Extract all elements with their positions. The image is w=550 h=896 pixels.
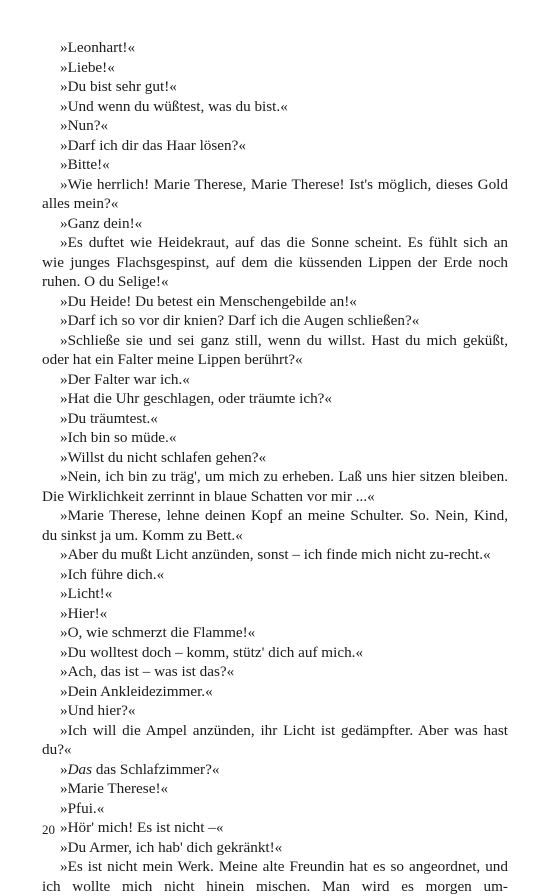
dialogue-paragraph — [42, 389, 508, 409]
dialogue-paragraph — [42, 214, 508, 234]
text-run: »Aber du mußt Licht anzünden, sonst – ich finde mich nicht zu-recht.« — [60, 546, 491, 563]
dialogue-paragraph — [42, 701, 508, 721]
text-run: »Dein Ankleidezimmer.« — [60, 682, 213, 700]
dialogue-paragraph — [42, 467, 508, 506]
dialogue-paragraph — [42, 136, 508, 156]
dialogue-paragraph — [42, 682, 508, 702]
dialogue-paragraph — [42, 818, 508, 838]
dialogue-paragraph — [42, 779, 508, 799]
text-run: »Liebe!« — [60, 58, 115, 76]
dialogue-paragraph — [42, 331, 508, 370]
dialogue-paragraph — [42, 97, 508, 117]
text-run: »Und hier?« — [60, 702, 136, 719]
dialogue-paragraph — [42, 506, 508, 545]
dialogue-paragraph — [42, 409, 508, 429]
dialogue-paragraph — [42, 643, 508, 663]
dialogue-paragraph — [42, 116, 508, 136]
text-run: das Schlafzimmer?« — [92, 760, 220, 778]
dialogue-paragraph — [42, 175, 508, 214]
text-run: »Willst du nicht schlafen gehen?« — [60, 448, 267, 466]
dialogue-paragraph — [42, 565, 508, 585]
text-run: »Darf ich so vor dir knien? Darf ich die Augen schließen?« — [60, 312, 420, 329]
text-run: »Wie herrlich! Marie Therese, Marie Therese! Ist's möglich, dieses Gold alles mein?« — [42, 175, 508, 212]
text-run: »Marie Therese!« — [60, 780, 169, 797]
dialogue-paragraph — [42, 428, 508, 448]
text-run: »Es duftet wie Heidekraut, auf das die Sonne scheint. Es fühlt sich an wie junges Flachsgespinst, auf dem die küssenden Lippen der Erde noch ruhen. O du Selige!« — [42, 234, 508, 290]
dialogue-paragraph — [42, 604, 508, 624]
text-run: »Hat die Uhr geschlagen, oder träumte ich?« — [60, 390, 333, 407]
dialogue-paragraph — [42, 760, 508, 780]
text-run: »Der Falter war ich.« — [60, 370, 190, 388]
text-run: »Du bist sehr gut!« — [60, 78, 177, 95]
dialogue-paragraph — [42, 77, 508, 97]
text-run: »Schließe sie und sei ganz still, wenn du willst. Hast du mich geküßt, oder hat ein Falter meine Lippen berührt?« — [42, 331, 508, 368]
text-run: »Bitte!« — [60, 156, 110, 173]
page-number: 20 — [42, 822, 55, 837]
dialogue-paragraph — [42, 799, 508, 819]
text-run: »Ich bin so müde.« — [60, 429, 177, 446]
dialogue-paragraph — [42, 38, 508, 58]
text-run: »Leonhart!« — [60, 39, 136, 56]
dialogue-paragraph — [42, 292, 508, 312]
text-run: »Du träumtest.« — [60, 409, 158, 427]
dialogue-paragraph — [42, 311, 508, 331]
text-run: »Ich führe dich.« — [60, 565, 165, 583]
text-run: »Darf ich dir das Haar lösen?« — [60, 136, 246, 154]
dialogue-paragraph — [42, 370, 508, 390]
text-run: »Ich will die Ampel anzünden, ihr Licht ist gedämpfter. Aber was hast du?« — [42, 721, 508, 758]
dialogue-paragraph — [42, 857, 508, 896]
dialogue-paragraph — [42, 721, 508, 760]
text-run: »Ach, das ist – was ist das?« — [60, 663, 235, 680]
dialogue-paragraph — [42, 233, 508, 292]
italic-text: Das — [67, 760, 93, 778]
text-run: »Hier!« — [60, 604, 108, 622]
text-run: »Nun?« — [60, 117, 109, 134]
dialogue-paragraph — [42, 58, 508, 78]
text-run: »Es ist nicht mein Werk. Meine alte Freundin hat es so angeordnet, und ich wollte mich nicht hinein mischen. Man wird es morgen um- — [42, 858, 508, 895]
text-run: » — [60, 760, 68, 778]
dialogue-paragraph — [42, 623, 508, 643]
dialogue-paragraph — [42, 448, 508, 468]
text-run: »O, wie schmerzt die Flamme!« — [60, 624, 256, 641]
text-run: »Ganz dein!« — [60, 214, 143, 232]
dialogue-paragraph — [42, 584, 508, 604]
dialogue-paragraph — [42, 662, 508, 682]
text-run: »Nein, ich bin zu träg', um mich zu erheben. Laß uns hier sitzen bleiben. Die Wirklichkeit zerrinnt in blaue Schatten vor mir ...« — [42, 468, 508, 505]
text-run: »Du Armer, ich hab' dich gekränkt!« — [60, 838, 283, 856]
text-run: »Und wenn du wüßtest, was du bist.« — [60, 97, 288, 115]
dialogue-paragraph — [42, 838, 508, 858]
book-page-text — [42, 38, 508, 896]
text-run: »Du Heide! Du betest ein Menschengebilde an!« — [60, 292, 357, 310]
text-run: »Hör' mich! Es ist nicht –« — [60, 819, 224, 836]
dialogue-paragraph — [42, 155, 508, 175]
text-run: »Pfui.« — [60, 799, 105, 817]
text-run: »Du wolltest doch – komm, stütz' dich auf mich.« — [60, 643, 364, 661]
text-run: »Licht!« — [60, 585, 113, 602]
text-run: »Marie Therese, lehne deinen Kopf an meine Schulter. So. Nein, Kind, du sinkst ja um. Komm zu Bett.« — [42, 507, 508, 544]
dialogue-paragraph — [42, 545, 508, 565]
